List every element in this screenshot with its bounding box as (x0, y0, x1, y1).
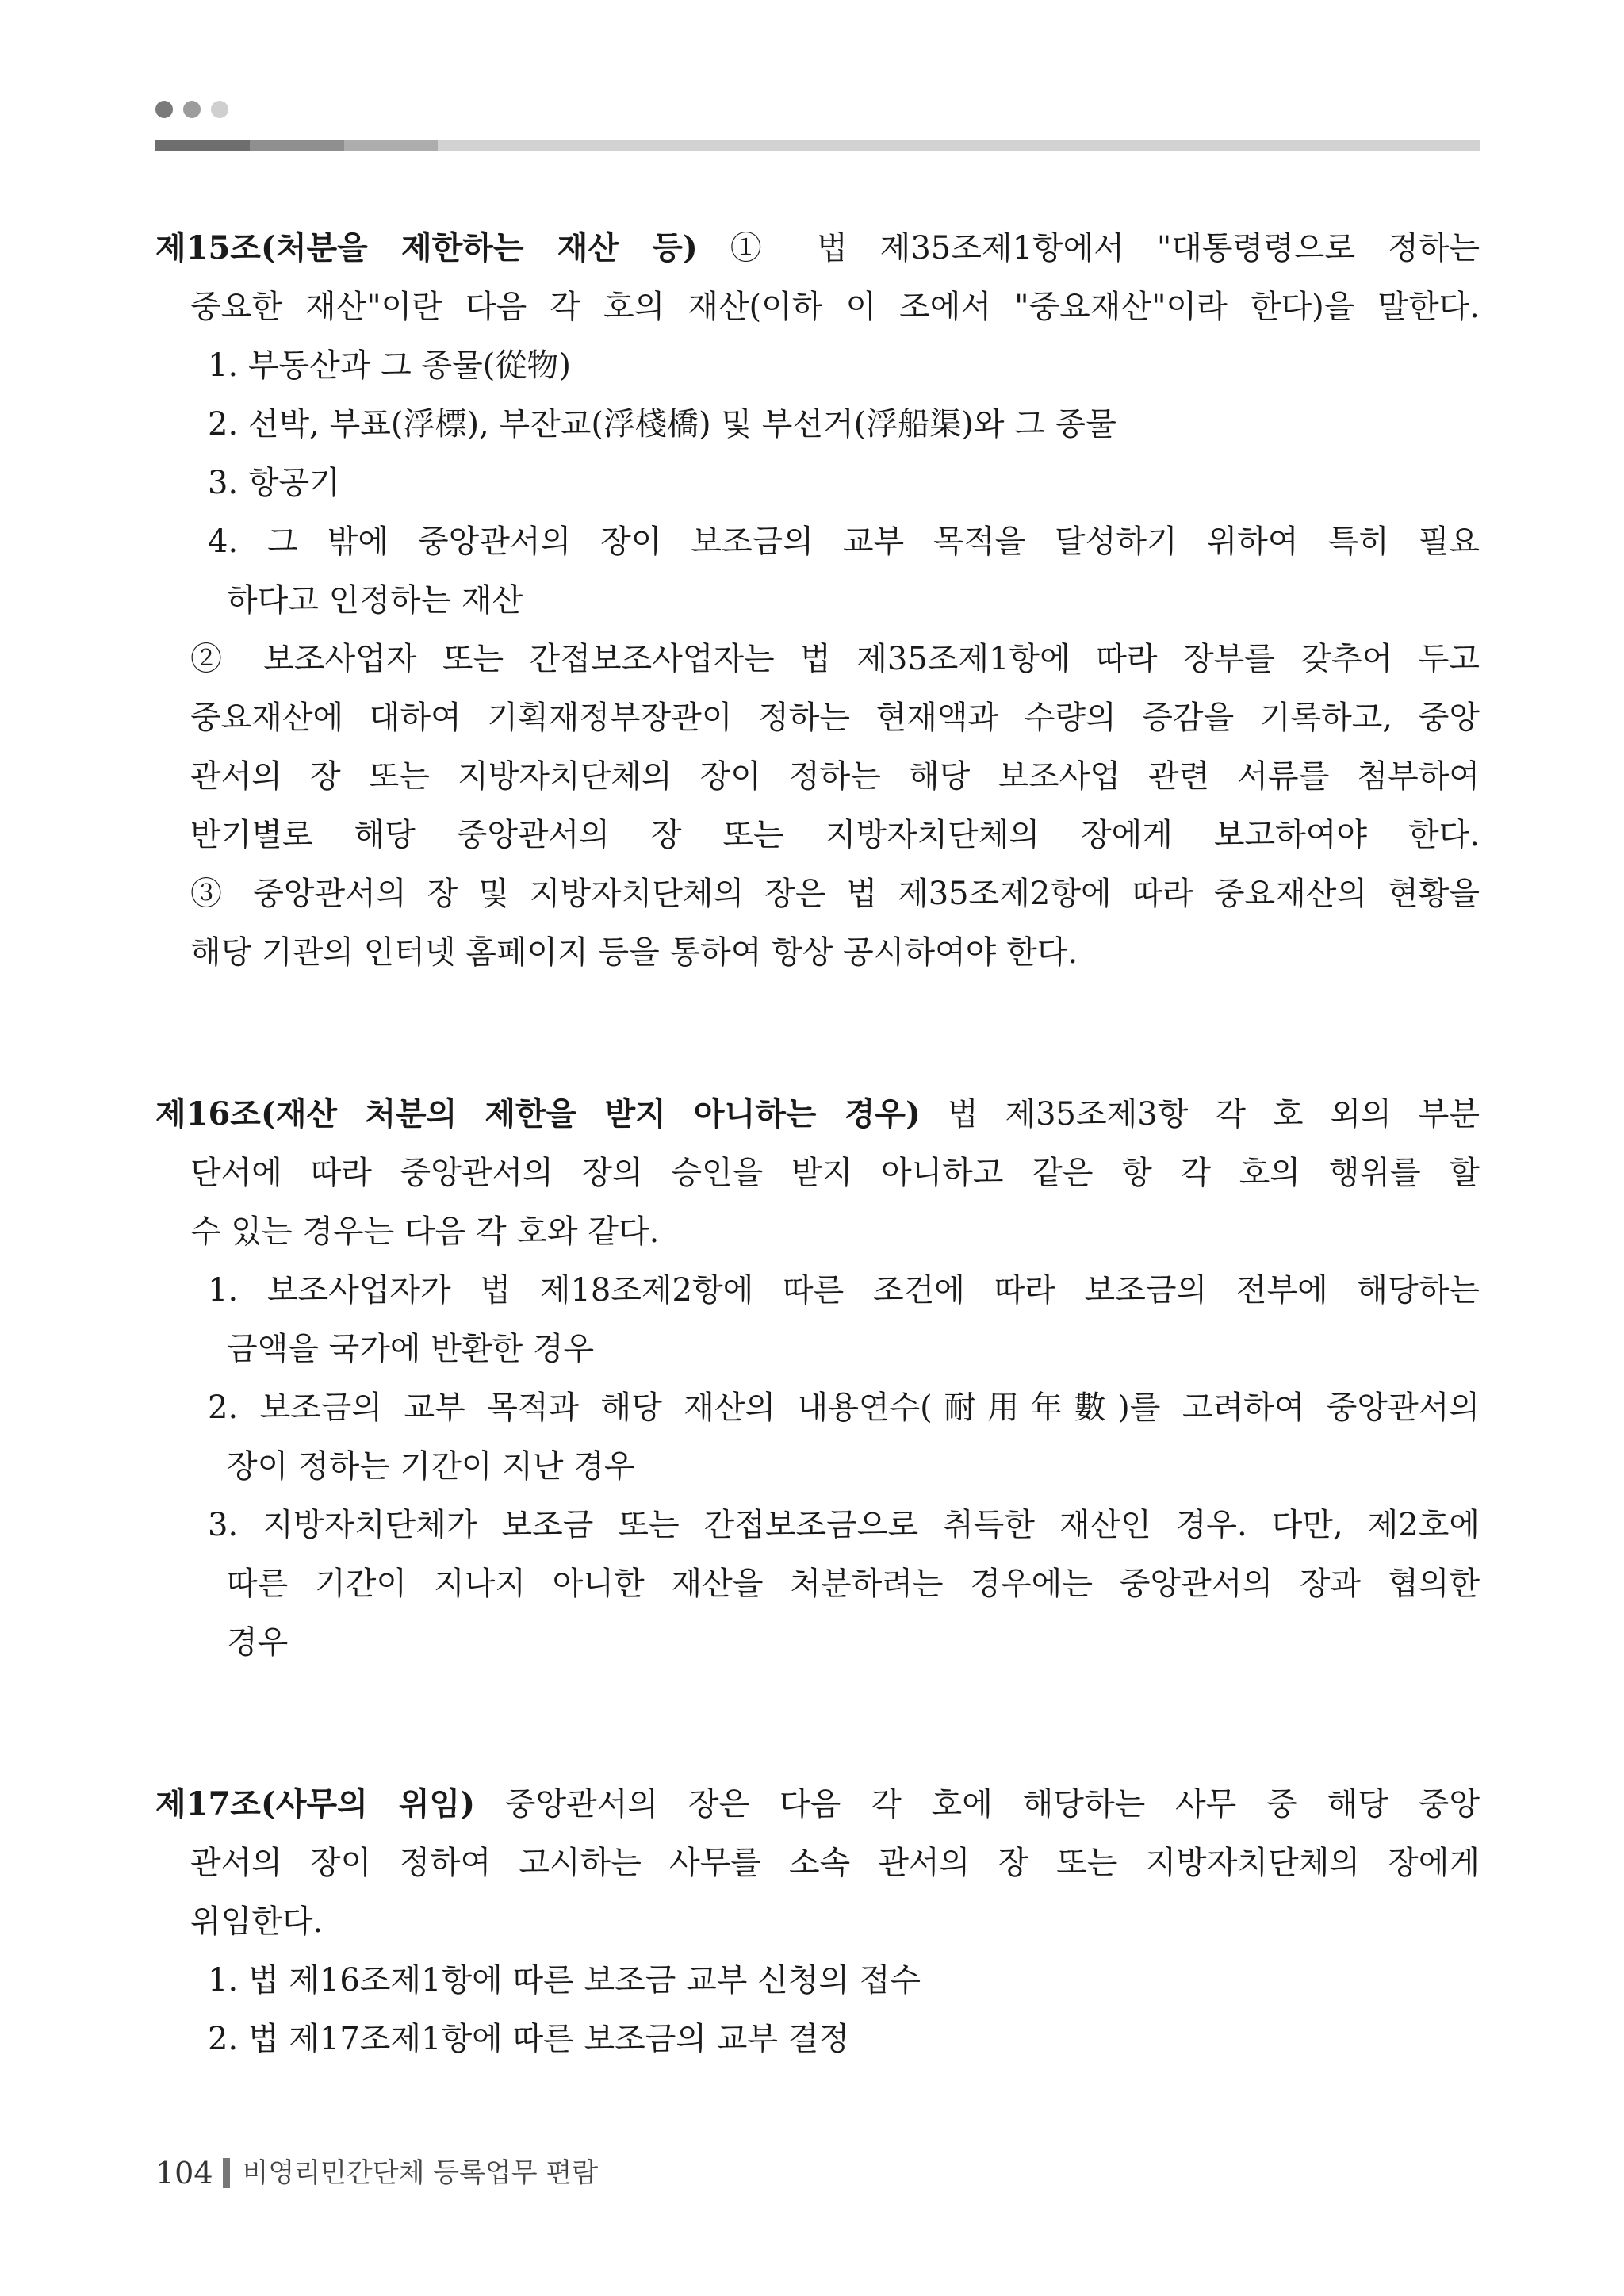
paragraph: ② 보조사업자 또는 간접보조사업자는 법 제35조제1항에 따라 장부를 갖추어 두고 (190, 641, 1480, 677)
article-heading: 제15조(처분을 제한하는 재산 등) (155, 229, 698, 266)
header-rule-segment (155, 140, 250, 151)
list-item-continuation: 금액을 국가에 반환한 경우 (227, 1331, 595, 1367)
article-text: ① 법 제35조제1항에서 "대통령령으로 정하는 (730, 230, 1480, 266)
page-footer (155, 2153, 598, 2193)
article-text: 수 있는 경우는 다음 각 호와 같다. (190, 1213, 660, 1250)
article-text: 법 제35조제3항 각 호 외의 부분 (947, 1096, 1480, 1133)
article-text: 위임한다. (190, 1903, 324, 1940)
header-rule-segment (250, 140, 344, 151)
article-17 (155, 1775, 1480, 2068)
list-item: 2. 법 제17조제1항에 따른 보조금의 교부 결정 (208, 2021, 850, 2057)
header-dot (211, 101, 228, 118)
header-dot (155, 101, 173, 118)
article-heading: 제17조(사무의 위임) (155, 1785, 476, 1823)
list-item: 1. 보조사업자가 법 제18조제2항에 따른 조건에 따라 보조금의 전부에 해당하는 (208, 1272, 1480, 1309)
list-item-continuation: 장이 정하는 기간이 지난 경우 (227, 1448, 635, 1485)
article-text: 단서에 따라 중앙관서의 장의 승인을 받지 아니하고 같은 항 각 호의 행위를 할 (190, 1155, 1480, 1191)
paragraph: 반기별로 해당 중앙관서의 장 또는 지방자치단체의 장에게 보고하여야 한다. (190, 817, 1480, 853)
list-item: 2. 보조금의 교부 목적과 해당 재산의 내용연수(耐用年數)를 고려하여 중앙관서의 (208, 1389, 1480, 1426)
article-16 (155, 1085, 1480, 1672)
article-text: 중요한 재산"이란 다음 각 호의 재산(이하 이 조에서 "중요재산"이라 한다)을 말한다. (190, 289, 1480, 325)
list-item: 4. 그 밖에 중앙관서의 장이 보조금의 교부 목적을 달성하기 위하여 특히 필요 (208, 523, 1480, 560)
list-item: 3. 지방자치단체가 보조금 또는 간접보조금으로 취득한 재산인 경우. 다만, 제2호에 (208, 1507, 1480, 1543)
list-item-continuation: 따른 기간이 지나지 아니한 재산을 처분하려는 경우에는 중앙관서의 장과 협의한 (227, 1566, 1480, 1602)
header-rule (155, 140, 1480, 151)
document-body (155, 219, 1480, 2068)
article-text: 중앙관서의 장은 다음 각 호에 해당하는 사무 중 해당 중앙 (504, 1786, 1480, 1823)
book-title: 비영리민간단체 등록업무 편람 (242, 2157, 599, 2189)
list-item: 2. 선박, 부표(浮標), 부잔교(浮棧橋) 및 부선거(浮船渠)와 그 종물 (208, 406, 1116, 443)
list-item: 1. 부동산과 그 종물(從物) (208, 347, 571, 384)
article-text: 관서의 장이 정하여 고시하는 사무를 소속 관서의 장 또는 지방자치단체의 장에게 (190, 1845, 1480, 1881)
list-item-continuation: 하다고 인정하는 재산 (227, 582, 523, 619)
paragraph: ③ 중앙관서의 장 및 지방자치단체의 장은 법 제35조제2항에 따라 중요재산의 현황을 (190, 876, 1480, 912)
article-heading: 제16조(재산 처분의 제한을 받지 아니하는 경우) (155, 1095, 921, 1133)
header-dots (155, 101, 228, 118)
article-15 (155, 219, 1480, 982)
page-number: 104 (155, 2156, 213, 2191)
list-item-continuation: 경우 (227, 1624, 289, 1661)
paragraph: 관서의 장 또는 지방자치단체의 장이 정하는 해당 보조사업 관련 서류를 첨부하여 (190, 758, 1480, 795)
list-item: 1. 법 제16조제1항에 따른 보조금 교부 신청의 접수 (208, 1962, 921, 1999)
footer-divider (223, 2158, 230, 2188)
header-rule-segment (438, 140, 1480, 151)
header-dot (183, 101, 201, 118)
paragraph: 해당 기관의 인터넷 홈페이지 등을 통하여 항상 공시하여야 한다. (190, 934, 1078, 971)
paragraph: 중요재산에 대하여 기획재정부장관이 정하는 현재액과 수량의 증감을 기록하고, 중앙 (190, 700, 1480, 736)
list-item: 3. 항공기 (208, 465, 340, 501)
header-rule-segment (344, 140, 438, 151)
